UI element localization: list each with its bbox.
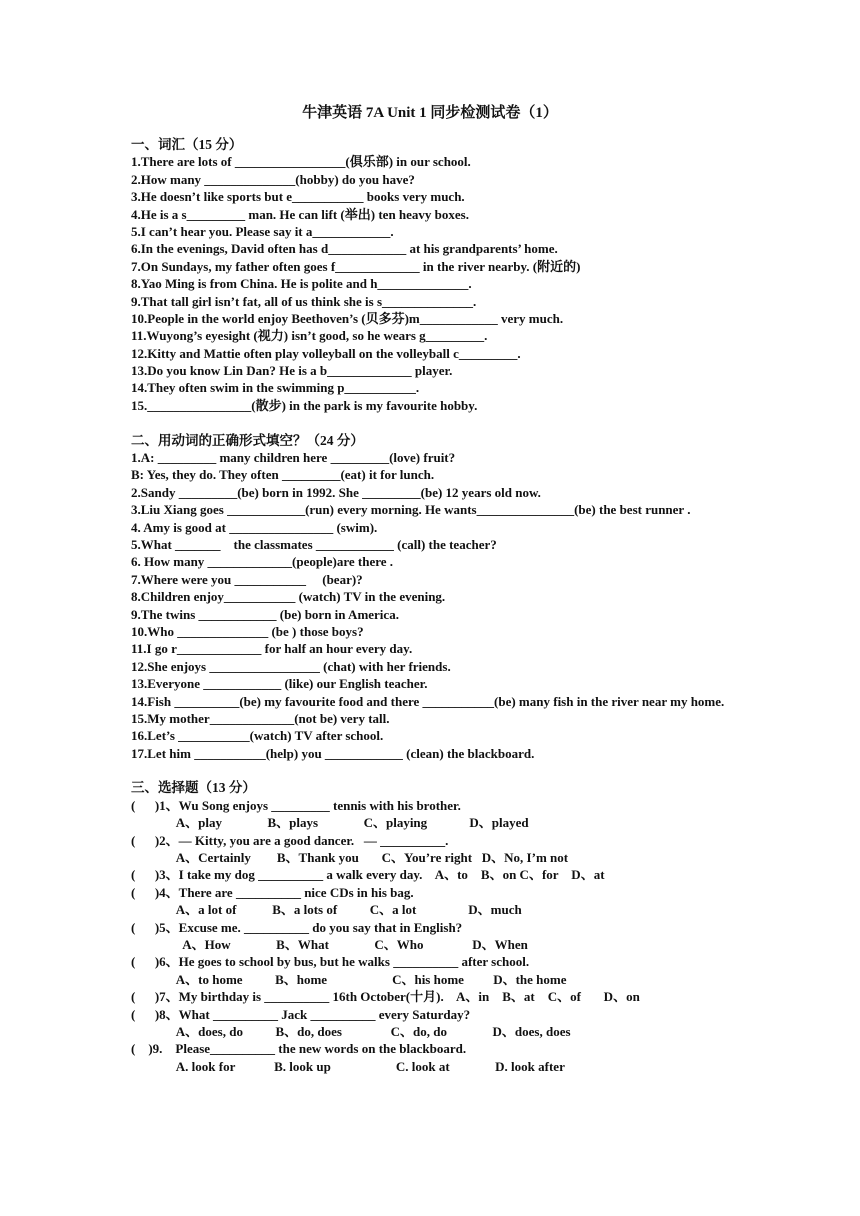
- question-line: ( )7、My birthday is __________ 16th October(十月). A、in B、at C、of D、on: [131, 989, 640, 1005]
- question-line: 16.Let’s ___________(watch) TV after school.: [131, 728, 384, 744]
- question-line: 7.On Sundays, my father often goes f_____________ in the river nearby. (附近的): [131, 258, 581, 274]
- question-line: A、a lot of B、a lots of C、a lot D、much: [131, 902, 522, 918]
- question-line: ( )3、I take my dog __________ a walk every day. A、to B、on C、for D、at: [131, 867, 605, 883]
- question-line: 12.Kitty and Mattie often play volleyball on the volleyball c_________.: [131, 345, 521, 361]
- question-line: 12.She enjoys _________________ (chat) with her friends.: [131, 658, 451, 674]
- question-line: 14.They often swim in the swimming p___________.: [131, 380, 420, 396]
- question-line: 4.He is a s_________ man. He can lift (举出) ten heavy boxes.: [131, 206, 469, 222]
- question-line: A、Certainly B、Thank you C、You’re right D、No, I’m not: [131, 850, 569, 866]
- question-line: 10.Who ______________ (be ) those boys?: [131, 623, 364, 639]
- question-line: ( )4、There are __________ nice CDs in his bag.: [131, 884, 414, 900]
- question-line: 2.Sandy _________(be) born in 1992. She _________(be) 12 years old now.: [131, 484, 541, 500]
- spacer: [131, 762, 746, 779]
- exam-content: [131, 136, 746, 1075]
- question-line: 9.The twins ____________ (be) born in America.: [131, 606, 399, 622]
- question-line: 11.Wuyong’s eyesight (视力) isn’t good, so he wears g_________.: [131, 328, 488, 344]
- section-heading: 一、词汇（15 分）: [131, 137, 243, 152]
- question-line: 5.What _______ the classmates ____________ (call) the teacher?: [131, 537, 497, 552]
- question-line: ( )2、— Kitty, you are a good dancer. — __________.: [131, 832, 449, 848]
- question-line: 6.In the evenings, David often has d____________ at his grandparents’ home.: [131, 241, 558, 257]
- question-line: A、How B、What C、Who D、When: [131, 937, 528, 952]
- question-line: 3.He doesn’t like sports but e___________ books very much.: [131, 189, 465, 205]
- spacer: [131, 414, 746, 431]
- question-line: A. look for B. look up C. look at D. look after: [131, 1058, 565, 1074]
- section-heading: 二、用动词的正确形式填空？（24 分）: [131, 432, 364, 448]
- question-line: 13.Everyone ____________ (like) our English teacher.: [131, 676, 428, 692]
- question-line: 1.There are lots of _________________(俱乐部) in our school.: [131, 154, 471, 170]
- question-line: 17.Let him ___________(help) you ____________ (clean) the blackboard.: [131, 745, 535, 761]
- question-line: 10.People in the world enjoy Beethoven’s (贝多芬)m____________ very much.: [131, 310, 564, 326]
- question-line: A、does, do B、do, does C、do, do D、does, does: [131, 1023, 571, 1039]
- page-title: 牛津英语 7A Unit 1 同步检测试卷（1）: [302, 105, 558, 121]
- question-line: ( )9. Please__________ the new words on the blackboard.: [131, 1041, 467, 1057]
- question-line: 4. Amy is good at ________________ (swim).: [131, 519, 378, 535]
- question-line: A、play B、plays C、playing D、played: [131, 815, 529, 831]
- question-line: ( )1、Wu Song enjoys _________ tennis with his brother.: [131, 797, 461, 813]
- question-line: 15.________________(散步) in the park is my favourite hobby.: [131, 397, 478, 413]
- question-line: 3.Liu Xiang goes ____________(run) every morning. He wants_______________(be) the best runner .: [131, 502, 691, 518]
- question-line: 6. How many _____________(people)are there .: [131, 554, 394, 570]
- question-line: ( )6、He goes to school by bus, but he walks __________ after school.: [131, 954, 530, 970]
- question-line: B: Yes, they do. They often _________(eat) it for lunch.: [131, 467, 435, 483]
- question-line: 13.Do you know Lin Dan? He is a b_____________ player.: [131, 363, 453, 379]
- question-line: 2.How many ______________(hobby) do you have?: [131, 171, 415, 187]
- question-line: 5.I can’t hear you. Please say it a____________.: [131, 223, 394, 239]
- question-line: A、to home B、home C、his home D、the home: [131, 971, 567, 987]
- question-line: 14.Fish __________(be) my favourite food and there ___________(be) many fish in the river near my home.: [131, 693, 725, 709]
- question-line: 8.Yao Ming is from China. He is polite and h______________.: [131, 276, 472, 292]
- section-heading: 三、选择题（13 分）: [131, 780, 256, 796]
- question-line: ( )5、Excuse me. __________ do you say that in English?: [131, 919, 463, 935]
- question-line: 11.I go r_____________ for half an hour every day.: [131, 641, 413, 657]
- question-line: 15.My mother_____________(not be) very tall.: [131, 710, 390, 726]
- question-line: 1.A: _________ many children here _________(love) fruit?: [131, 450, 456, 466]
- question-line: 7.Where were you ___________ (bear)?: [131, 571, 363, 587]
- question-line: 9.That tall girl isn’t fat, all of us think she is s______________.: [131, 293, 477, 309]
- question-line: 8.Children enjoy___________ (watch) TV in the evening.: [131, 589, 446, 605]
- question-line: ( )8、What __________ Jack __________ every Saturday?: [131, 1006, 471, 1022]
